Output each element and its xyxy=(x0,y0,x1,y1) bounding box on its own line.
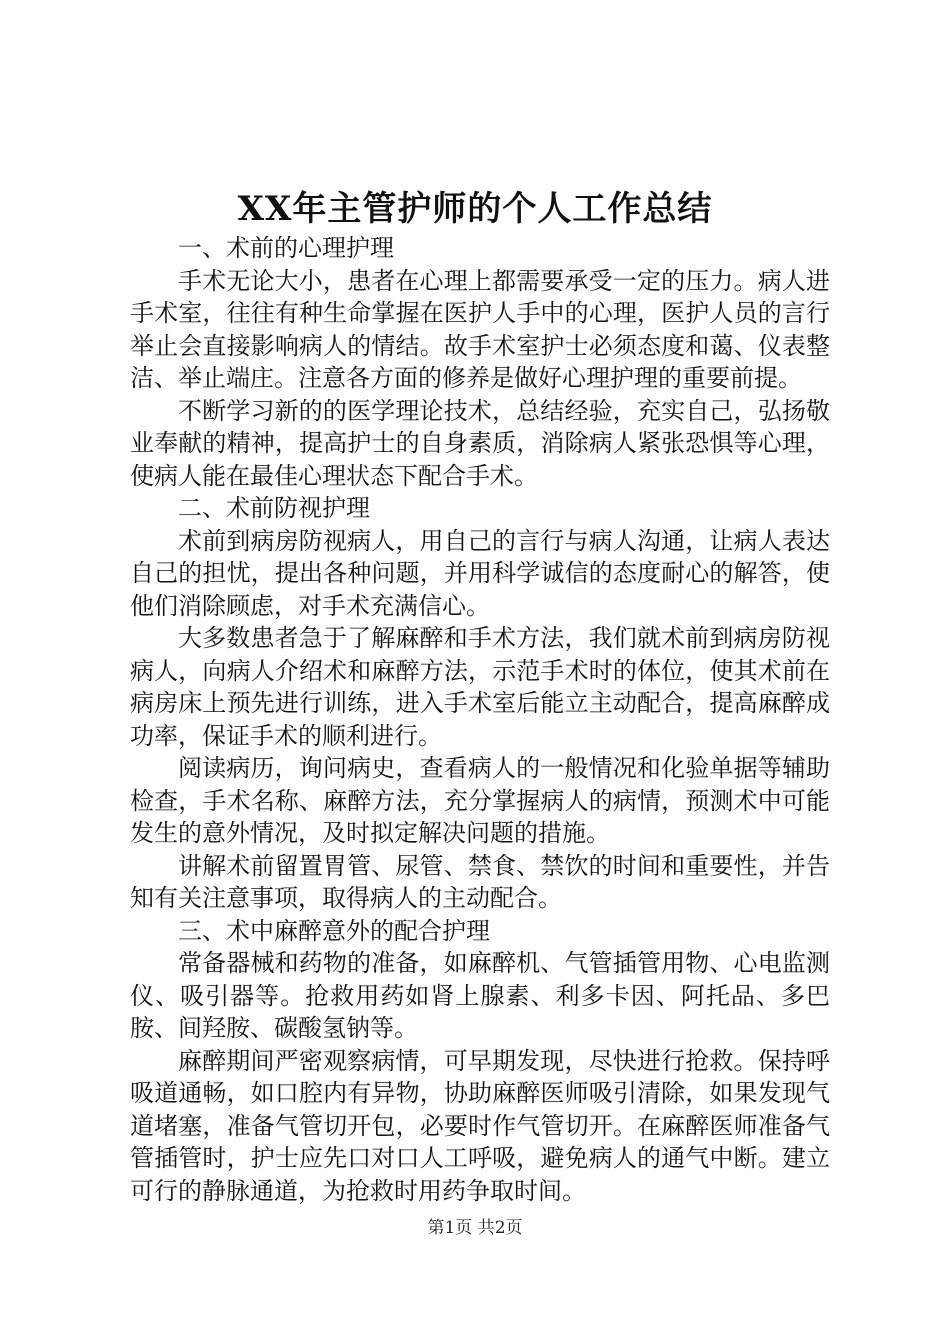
body-paragraph: 阅读病历，询问病史，查看病人的一般情况和化验单据等辅助检查，手术名称、麻醉方法，充分掌握病人的病情，预测术中可能发生的意外情况，及时拟定解决问题的措施。 xyxy=(130,754,830,847)
body-paragraph: 不断学习新的的医学理论技术，总结经验，充实自己，弘扬敬业奉献的精神，提高护士的自身素质，消除病人紧张恐惧等心理，使病人能在最佳心理状态下配合手术。 xyxy=(130,396,830,490)
body-paragraph: 手术无论大小，患者在心理上都需要承受一定的压力。病人进手术室，往往有种生命掌握在医护人手中的心理，医护人员的言行举止会直接影响病人的情结。故手术室护士必须态度和蔼、仪表整洁、举止端庄。注意各方面的修养是做好心理护理的重要前提。 xyxy=(130,266,830,392)
section-heading: 一、术前的心理护理 xyxy=(178,234,394,262)
section-heading: 二、术前防视护理 xyxy=(178,494,370,522)
body-paragraph: 麻醉期间严密观察病情，可早期发现，尽快进行抢救。保持呼吸道通畅，如口腔内有异物，协助麻醉医师吸引清除，如果发现气道堵塞，准备气管切开包，必要时作气管切开。在麻醉医师准备气管插管时，护士应先口对口人工呼吸，避免病人的通气中断。建立可行的静脉通道，为抢救时用药争取时间。 xyxy=(130,1046,830,1205)
page-footer: 第1页 共2页 xyxy=(427,1218,523,1238)
document-body xyxy=(130,232,830,1207)
document-title: XX年主管护师的个人工作总结 xyxy=(237,189,713,229)
body-paragraph: 大多数患者急于了解麻醉和手术方法，我们就术前到病房防视病人，向病人介绍术和麻醉方法，示范手术时的体位，使其术前在病房床上预先进行训练，进入手术室后能立主动配合，提高麻醉成功率，保证手术的顺利进行。 xyxy=(130,624,830,750)
body-paragraph: 常备器械和药物的准备，如麻醉机、气管插管用物、心电监测仪、吸引器等。抢救用药如肾上腺素、利多卡因、阿托品、多巴胺、间羟胺、碳酸氢钠等。 xyxy=(130,949,830,1042)
body-paragraph: 讲解术前留置胃管、尿管、禁食、禁饮的时间和重要性，并告知有关注意事项，取得病人的主动配合。 xyxy=(130,851,830,912)
body-paragraph: 术前到病房防视病人，用自己的言行与病人沟通，让病人表达自己的担忧，提出各种问题，并用科学诚信的态度耐心的解答，使他们消除顾虑，对手术充满信心。 xyxy=(130,526,830,620)
section-heading: 三、术中麻醉意外的配合护理 xyxy=(178,916,490,945)
